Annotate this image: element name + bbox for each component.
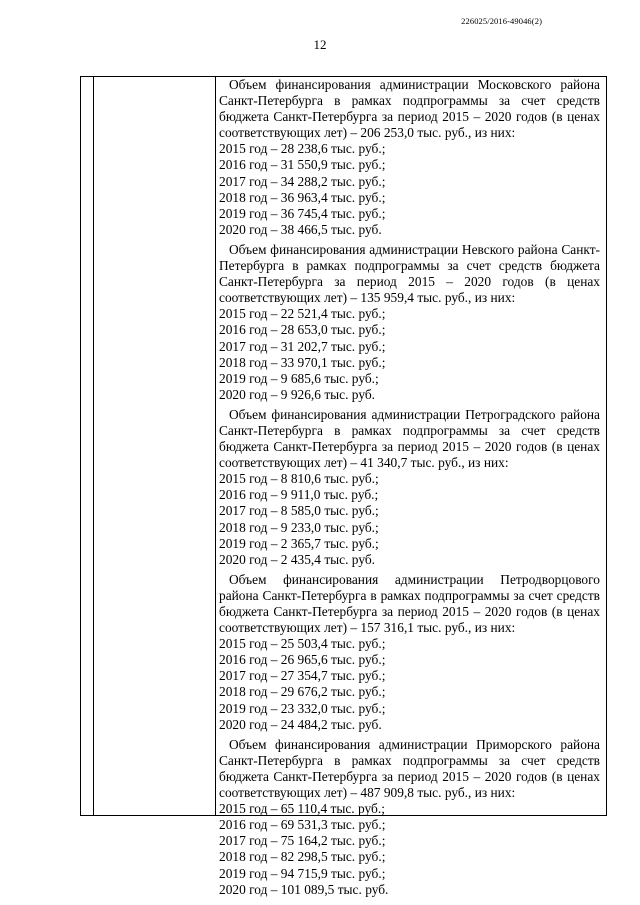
year-amount-line: 2016 год – 9 911,0 тыс. руб.; <box>219 487 379 503</box>
year-amount-line: 2018 год – 29 676,2 тыс. руб.; <box>219 684 386 700</box>
funding-paragraph: Объем финансирования администрации Приморского района Санкт-Петербурга в рамках подпрограммы за счет средств бюджета Санкт-Петербурга за период 2015 – 2020 годов (в ценах соответствующих лет) – 487 909,8 тыс. руб., из них: <box>219 736 600 801</box>
document-registration-number: 226025/2016-49046(2) <box>461 16 542 26</box>
year-amount-line: 2017 год – 31 202,7 тыс. руб.; <box>219 338 386 354</box>
year-amount-line: 2015 год – 8 810,6 тыс. руб.; <box>219 471 379 487</box>
year-amount-line: 2019 год – 9 685,6 тыс. руб.; <box>219 370 379 386</box>
year-amount-line: 2019 год – 36 745,4 тыс. руб.; <box>219 205 386 221</box>
year-amount-line: 2017 год – 34 288,2 тыс. руб.; <box>219 173 386 189</box>
year-amount-line: 2020 год – 9 926,6 тыс. руб. <box>219 386 376 402</box>
year-amount-line: 2020 год – 101 089,5 тыс. руб. <box>219 881 389 897</box>
year-amount-line: 2017 год – 8 585,0 тыс. руб.; <box>219 503 379 519</box>
funding-block-petrogradsky <box>219 407 600 568</box>
year-amount-line: 2016 год – 31 550,9 тыс. руб.; <box>219 157 386 173</box>
funding-table <box>80 76 607 897</box>
year-amount-line: 2018 год – 36 963,4 тыс. руб.; <box>219 189 386 205</box>
funding-paragraph: Объем финансирования администрации Московского района Санкт-Петербурга в рамках подпрограммы за счет средств бюджета Санкт-Петербурга за период 2015 – 2020 годов (в ценах соответствующих лет) – 206 253,0 тыс. руб., из них: <box>219 77 600 141</box>
table-column-content <box>216 77 606 897</box>
year-amount-line: 2019 год – 2 365,7 тыс. руб.; <box>219 535 379 551</box>
year-amount-line: 2016 год – 26 965,6 тыс. руб.; <box>219 652 386 668</box>
table-column-number <box>81 77 94 815</box>
funding-paragraph: Объем финансирования администрации Петроградского района Санкт-Петербурга в рамках подпрограммы за счет средств бюджета Санкт-Петербурга за период 2015 – 2020 годов (в ценах соответствующих лет) – 41 340,7 тыс. руб., из них: <box>219 406 600 471</box>
year-amount-line: 2015 год – 28 238,6 тыс. руб.; <box>219 141 386 157</box>
year-amount-line: 2020 год – 24 484,2 тыс. руб. <box>219 716 382 732</box>
funding-block-moskovsky <box>219 77 600 238</box>
page-number: 12 <box>313 37 327 52</box>
year-amount-line: 2016 год – 69 531,3 тыс. руб.; <box>219 817 386 833</box>
year-amount-line: 2018 год – 82 298,5 тыс. руб.; <box>219 849 386 865</box>
year-amount-line: 2018 год – 33 970,1 тыс. руб.; <box>219 354 386 370</box>
year-amount-line: 2018 год – 9 233,0 тыс. руб.; <box>219 519 379 535</box>
funding-block-petrodvortsovy <box>219 572 600 733</box>
year-amount-line: 2015 год – 65 110,4 тыс. руб.; <box>219 801 385 817</box>
funding-paragraph: Объем финансирования администрации Невского района Санкт-Петербурга в рамках подпрограммы за счет средств бюджета Санкт-Петербурга за период 2015 – 2020 годов (в ценах соответствующих лет) – 135 959,4 тыс. руб., из них: <box>219 241 600 306</box>
year-amount-line: 2019 год – 94 715,9 тыс. руб.; <box>219 865 386 881</box>
year-amount-line: 2016 год – 28 653,0 тыс. руб.; <box>219 322 386 338</box>
table-column-label <box>94 77 216 815</box>
funding-block-nevsky <box>219 242 600 403</box>
year-amount-line: 2015 год – 22 521,4 тыс. руб.; <box>219 306 386 322</box>
year-amount-line: 2019 год – 23 332,0 тыс. руб.; <box>219 700 386 716</box>
year-amount-line: 2020 год – 2 435,4 тыс. руб. <box>219 551 376 567</box>
funding-block-primorsky <box>219 737 600 898</box>
funding-paragraph: Объем финансирования администрации Петродворцового района Санкт-Петербурга в рамках подпрограммы за счет средств бюджета Санкт-Петербурга за период 2015 – 2020 годов (в ценах соответствующих лет) – 157 316,1 тыс. руб., из них: <box>219 571 600 636</box>
year-amount-line: 2017 год – 27 354,7 тыс. руб.; <box>219 668 386 684</box>
year-amount-line: 2017 год – 75 164,2 тыс. руб.; <box>219 833 386 849</box>
year-amount-line: 2020 год – 38 466,5 тыс. руб. <box>219 221 382 237</box>
year-amount-line: 2015 год – 25 503,4 тыс. руб.; <box>219 636 386 652</box>
